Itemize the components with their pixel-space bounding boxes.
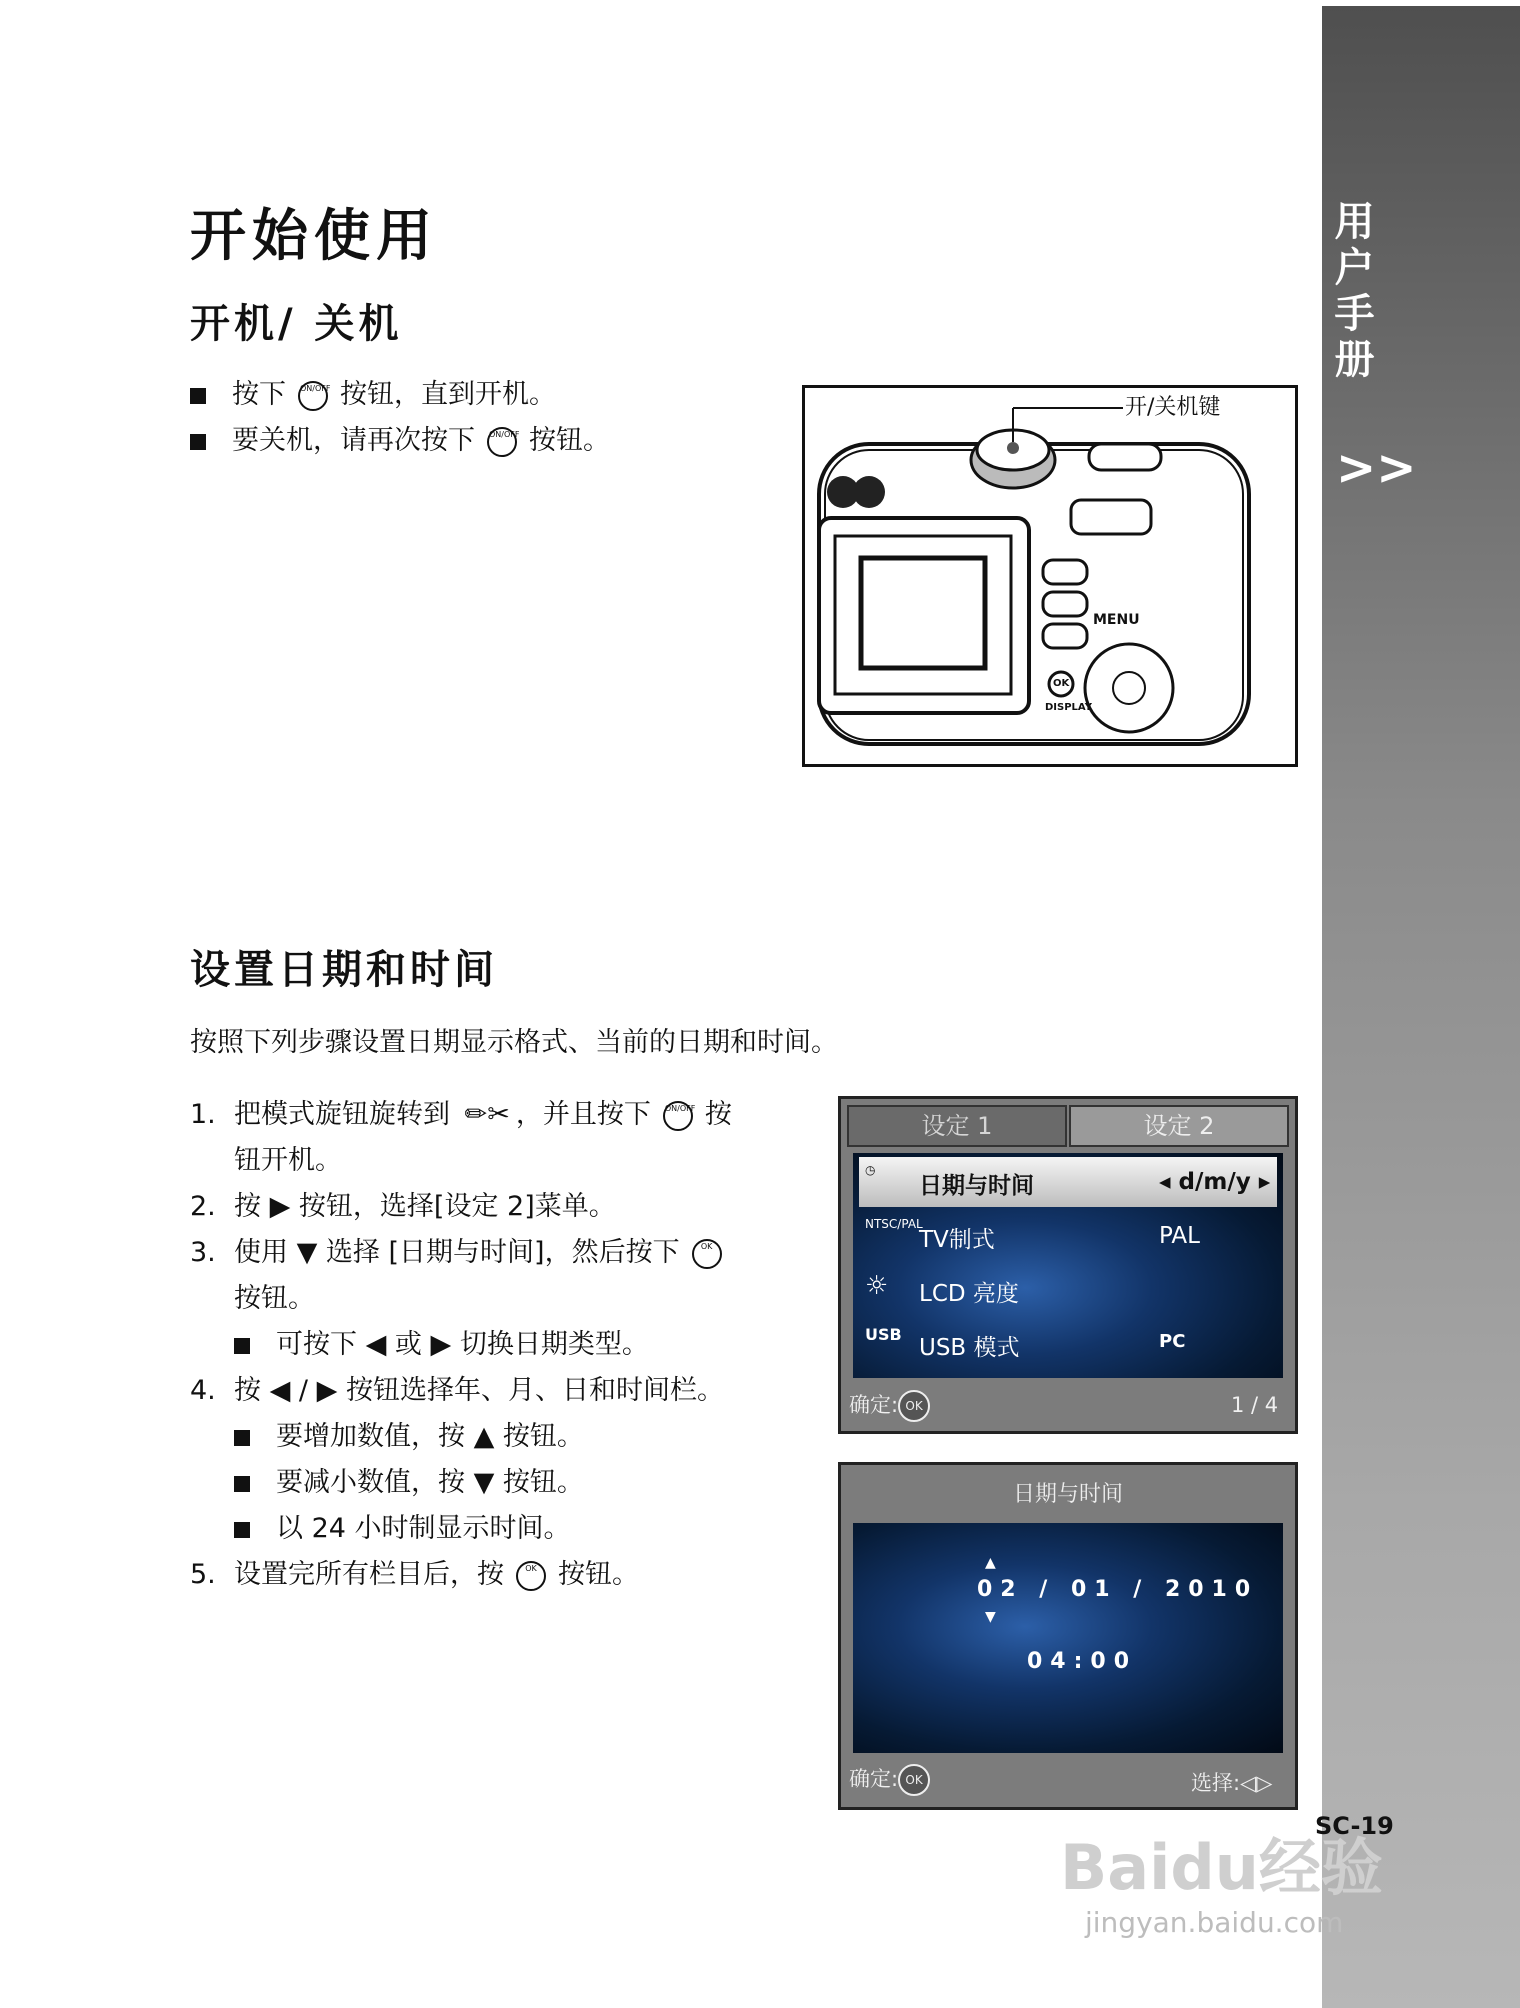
menu-row-tv: NTSC/PAL TV制式 PAL <box>865 1217 1200 1253</box>
left-right-arrow-icon: ◁▷ <box>1240 1771 1273 1795</box>
confirm-hint: 确定: OK <box>849 1389 930 1422</box>
step-3: 3. 使用 ▼ 选择 [日期与时间]，然后按下 OK <box>190 1230 734 1269</box>
sidebar-arrow: >> <box>1336 440 1417 496</box>
ok-button-icon: OK <box>692 1239 722 1269</box>
ok-icon: OK <box>898 1764 930 1796</box>
lcd-settings-menu <box>838 1096 1298 1434</box>
select-hint: 选择:◁▷ <box>1191 1771 1273 1795</box>
bullet-icon <box>234 1476 250 1492</box>
tab-setup-2: 设定 2 <box>1069 1105 1289 1147</box>
power-button-icon: ON/OFF <box>663 1101 693 1131</box>
tab-setup-1: 设定 1 <box>847 1105 1067 1147</box>
bullet-icon <box>234 1430 250 1446</box>
bullet-icon <box>190 434 206 450</box>
watermark-brand: Baidu经验 <box>1060 1831 1383 1904</box>
power-key-callout: 开/关机键 <box>1125 395 1221 420</box>
step-1-cont: 钮开机。 <box>234 1145 342 1176</box>
time-value: 04:00 <box>1027 1649 1138 1674</box>
camera-illustration <box>802 385 1298 767</box>
step-4-sub-3: 以 24 小时制显示时间。 <box>234 1506 571 1545</box>
power-section-title: 开机/ 关机 <box>190 301 403 347</box>
ok-button-icon: OK <box>516 1561 546 1591</box>
step-4-sub-1: 要增加数值，按 ▲ 按钮。 <box>234 1414 584 1453</box>
page-indicator: 1 / 4 <box>1231 1393 1279 1417</box>
usb-icon: USB <box>865 1325 902 1344</box>
page-title: 开始使用 <box>190 204 438 269</box>
step-3-cont: 按钮。 <box>234 1283 315 1314</box>
confirm-hint: 确定: OK <box>849 1763 930 1796</box>
bullet-icon <box>234 1338 250 1354</box>
date-value: 02 / 01 / 2010 <box>977 1577 1259 1602</box>
step-4: 4. 按 ◀ / ▶ 按钮选择年、月、日和时间栏。 <box>190 1375 724 1406</box>
step-2: 2. 按 ▶ 按钮，选择[设定 2]菜单。 <box>190 1191 616 1222</box>
up-arrow-icon: ▲ <box>985 1555 996 1571</box>
menu-row-lcd: ☼ LCD 亮度 <box>865 1271 1019 1307</box>
setup-mode-icon: ✏✂ <box>464 1099 510 1130</box>
step-5: 5. 设置完所有栏目后，按 OK 按钮。 <box>190 1559 639 1590</box>
ntsc-pal-icon: NTSC/PAL <box>865 1217 923 1231</box>
ok-icon: OK <box>898 1390 930 1422</box>
sidebar-title: 用户手册 <box>1328 200 1374 384</box>
page-number: SC-19 <box>1315 1812 1394 1840</box>
power-button-icon: ON/OFF <box>487 427 517 457</box>
step-1: 1. 把模式旋钮旋转到 ✏✂ ，并且按下 ON/OFF 按 <box>190 1099 732 1130</box>
datetime-section-title: 设置日期和时间 <box>190 947 498 993</box>
power-button-icon: ON/OFF <box>298 381 328 411</box>
display-button-label: DISPLAY <box>1045 702 1092 713</box>
lcd-datetime-screen <box>838 1462 1298 1810</box>
datetime-screen-title: 日期与时间 <box>1012 1482 1123 1507</box>
down-arrow-icon: ▼ <box>985 1609 996 1625</box>
bullet-icon <box>190 388 206 404</box>
ok-button-label: OK <box>1053 678 1070 689</box>
step-4-sub-2: 要减小数值，按 ▼ 按钮。 <box>234 1460 584 1499</box>
watermark-url: jingyan.baidu.com <box>1085 1906 1344 1939</box>
datetime-area <box>853 1523 1283 1753</box>
power-step-1: 按下 ON/OFF 按钮，直到开机。 <box>190 372 556 411</box>
menu-button-label: MENU <box>1093 612 1140 628</box>
datetime-intro: 按照下列步骤设置日期显示格式、当前的日期和时间。 <box>190 1027 838 1058</box>
menu-list <box>853 1153 1283 1378</box>
step-3-sub: 可按下 ◀ 或 ▶ 切换日期类型。 <box>234 1322 649 1361</box>
menu-row-usb: USB USB 模式 PC <box>865 1325 1186 1361</box>
menu-row-datetime: ◷ 日期与时间 ◂ d/m/y ▸ <box>859 1157 1277 1207</box>
power-step-2: 要关机，请再次按下 ON/OFF 按钮。 <box>190 418 610 457</box>
calendar-clock-icon: ◷ <box>865 1163 876 1177</box>
sun-icon: ☼ <box>865 1271 889 1301</box>
bullet-icon <box>234 1522 250 1538</box>
